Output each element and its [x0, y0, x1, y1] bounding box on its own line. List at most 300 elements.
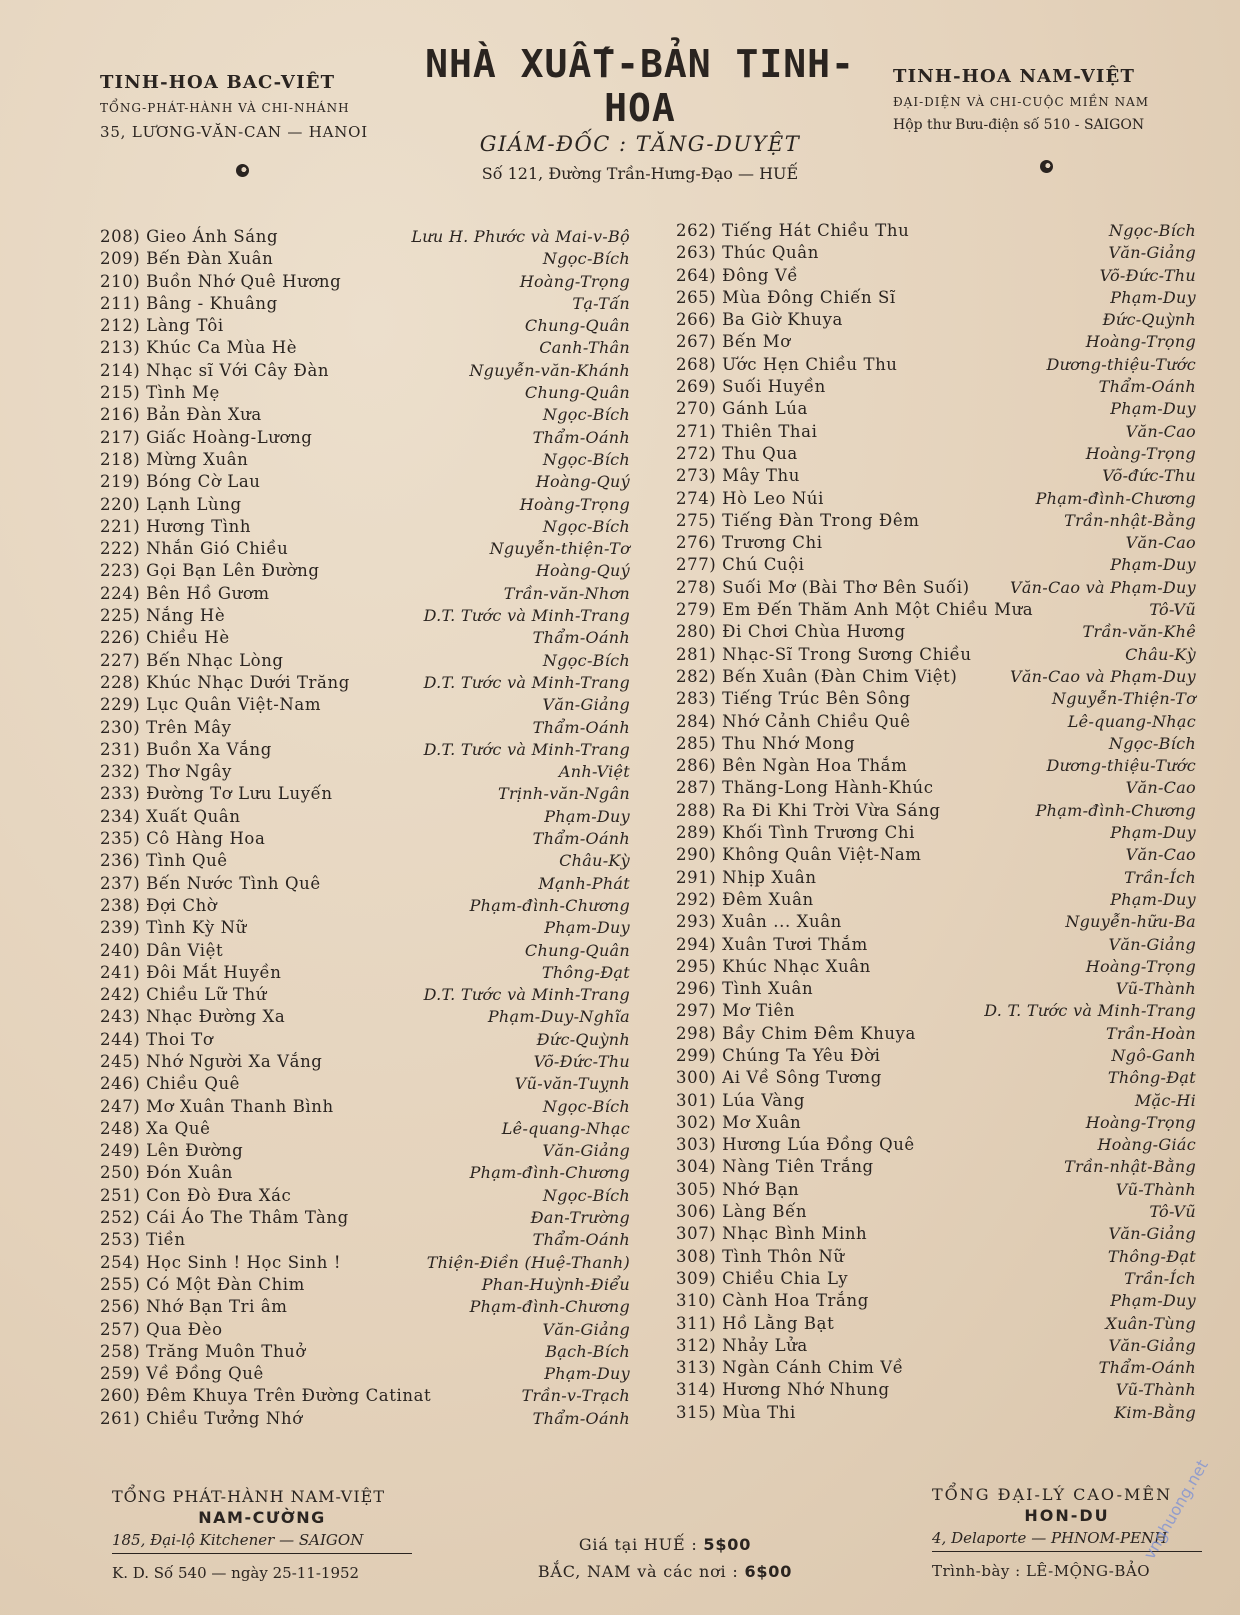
- song-author: Hoàng-Quý: [535, 472, 630, 492]
- price-hue: [510, 1531, 820, 1558]
- song-title: 232) Thơ Ngây: [100, 762, 232, 782]
- song-title: 302) Mơ Xuân: [676, 1112, 802, 1132]
- song-entry: [100, 450, 630, 472]
- price-other-label: BẮC, NAM và các nơi :: [537, 1562, 739, 1581]
- song-author: D.T. Tước và Minh-Trang: [423, 606, 630, 626]
- song-title: 283) Tiếng Trúc Bên Sông: [676, 689, 911, 709]
- publisher-address: Số 121, Đường Trần-Hưng-Đạo — HUẾ: [481, 164, 799, 183]
- song-title: 235) Cô Hàng Hoa: [100, 829, 266, 849]
- song-title: 233) Đường Tơ Lưu Luyến: [100, 784, 333, 804]
- song-entry: [676, 957, 1196, 979]
- song-author: Ngọc-Bích: [542, 405, 630, 425]
- song-author: Trần-Hoàn: [1106, 1023, 1196, 1043]
- song-entry: [676, 1024, 1196, 1046]
- song-author: Phan-Huỳnh-Điểu: [481, 1274, 630, 1294]
- song-author: Trần-nhật-Bằng: [1064, 1157, 1196, 1177]
- song-title: 279) Em Đến Thăm Anh Một Chiều Mưa: [676, 600, 1034, 620]
- song-entry: [100, 718, 630, 740]
- song-author: Phạm-đình-Chương: [469, 1163, 630, 1183]
- song-author: Lưu H. Phước và Mai-v-Bộ: [411, 227, 630, 246]
- song-author: Đức-Quỳnh: [1102, 310, 1196, 330]
- song-entry: [676, 868, 1196, 890]
- song-title: 217) Giấc Hoàng-Lương: [100, 427, 313, 447]
- song-title: 250) Đón Xuân: [100, 1163, 233, 1183]
- watermark: vnghuong.net: [1139, 1456, 1212, 1563]
- song-title: 228) Khúc Nhạc Dưới Trăng: [100, 672, 350, 692]
- song-author: Trần-văn-Nhơn: [503, 583, 630, 603]
- song-entry: [100, 361, 630, 383]
- song-author: Phạm-Duy: [1110, 287, 1196, 307]
- song-entry: [100, 740, 630, 762]
- song-entry: [676, 1135, 1196, 1157]
- song-author: Lê-quang-Nhạc: [501, 1118, 630, 1138]
- song-title: 255) Có Một Đàn Chim: [100, 1274, 305, 1294]
- song-author: Phạm-đình-Chương: [1035, 488, 1196, 508]
- song-author: Lê-quang-Nhạc: [1067, 711, 1196, 731]
- song-entry: [676, 1247, 1196, 1269]
- song-title: 309) Chiều Chia Ly: [676, 1268, 849, 1288]
- song-title: 271) Thiên Thai: [676, 421, 818, 441]
- license-number: K. D. Số 540 — ngày 25-11-1952: [112, 1564, 360, 1582]
- song-entry: [676, 667, 1196, 689]
- song-title: 269) Suối Huyền: [676, 377, 826, 397]
- song-entry: [100, 829, 630, 851]
- price-hue-value: 5$00: [703, 1535, 752, 1554]
- song-entry: [100, 1163, 630, 1185]
- song-author: Thông-Đạt: [1107, 1068, 1196, 1088]
- song-title: 237) Bến Nước Tình Quê: [100, 873, 321, 893]
- song-entry: [100, 1208, 630, 1230]
- song-title: 219) Bóng Cờ Lau: [100, 472, 261, 492]
- song-title: 278) Suối Mơ (Bài Thơ Bên Suối): [676, 577, 970, 597]
- song-title: 211) Bâng - Khuâng: [100, 293, 278, 313]
- song-title: 253) Tiền: [100, 1230, 186, 1250]
- song-entry: [100, 472, 630, 494]
- song-author: Phạm-Duy: [1110, 889, 1196, 909]
- song-title: 215) Tình Mẹ: [100, 383, 220, 403]
- song-entry: [100, 1141, 630, 1163]
- song-title: 263) Thúc Quân: [676, 243, 819, 263]
- song-author: Nguyễn-thiện-Tơ: [489, 539, 630, 559]
- song-author: Tô-Vũ: [1149, 600, 1196, 620]
- song-entry: [100, 1364, 630, 1386]
- song-title: 242) Chiều Lữ Thứ: [100, 985, 268, 1005]
- song-author: Ngọc-Bích: [1108, 221, 1196, 240]
- song-title: 276) Trương Chi: [676, 533, 823, 553]
- song-author: Vũ-văn-Tuỵnh: [514, 1074, 630, 1094]
- song-entry: [676, 377, 1196, 399]
- song-title: 261) Chiều Tưởng Nhớ: [100, 1408, 303, 1428]
- song-title: 308) Tình Thôn Nữ: [676, 1246, 845, 1266]
- song-title: 264) Đông Về: [676, 265, 799, 285]
- song-title: 251) Con Đò Đưa Xác: [100, 1185, 292, 1205]
- header-right-subtitle: ĐẠI-DIỆN VÀ CHI-CUỘC MIỀN NAM: [893, 95, 1150, 109]
- song-title: 274) Hò Leo Núi: [676, 488, 824, 508]
- song-title: 221) Hương Tình: [100, 516, 252, 536]
- song-title: 284) Nhớ Cảnh Chiều Quê: [676, 711, 911, 731]
- song-title: 267) Bến Mơ: [676, 332, 791, 352]
- song-author: Thẩm-Oánh: [532, 829, 630, 849]
- song-author: Châu-Kỳ: [1125, 644, 1196, 664]
- song-entry: [676, 1046, 1196, 1068]
- song-entry: [676, 890, 1196, 912]
- song-title: 275) Tiếng Đàn Trong Đêm: [676, 510, 920, 530]
- song-title: 304) Nàng Tiên Trắng: [676, 1157, 874, 1177]
- song-author: Hoàng-Trọng: [1085, 956, 1196, 976]
- song-entry: [100, 985, 630, 1007]
- song-author: Hoàng-Trọng: [1085, 443, 1196, 463]
- song-title: 234) Xuất Quân: [100, 806, 241, 826]
- song-title: 214) Nhạc sĩ Với Cây Đàn: [100, 360, 330, 380]
- song-title: 223) Gọi Bạn Lên Đường: [100, 561, 320, 581]
- song-author: Đức-Quỳnh: [536, 1029, 630, 1049]
- song-entry: [100, 1297, 630, 1319]
- price-hue-label: Giá tại HUẾ :: [578, 1535, 698, 1554]
- song-author: Chung-Quân: [524, 383, 630, 403]
- song-title: 225) Nắng Hè: [100, 606, 226, 626]
- song-entry: [100, 1386, 630, 1408]
- song-title: 208) Gieo Ánh Sáng: [100, 227, 279, 246]
- song-author: Tô-Vũ: [1149, 1202, 1196, 1222]
- song-entry: [676, 355, 1196, 377]
- song-entry: [676, 1068, 1196, 1090]
- distributor-heading: TỔNG PHÁT-HÀNH NAM-VIỆT: [112, 1487, 386, 1506]
- song-title: 289) Khối Tình Trương Chi: [676, 823, 915, 843]
- song-entry: [100, 963, 630, 985]
- song-entry: [676, 555, 1196, 577]
- song-title: 301) Lúa Vàng: [676, 1090, 806, 1110]
- song-author: Canh-Thân: [539, 338, 630, 358]
- song-author: Thông-Đạt: [541, 962, 630, 982]
- publisher-title: NHÀ XUẤT-BẢN TINH-HOA: [425, 42, 855, 130]
- song-entry: [676, 1224, 1196, 1246]
- song-author: Tạ-Tấn: [572, 293, 630, 313]
- song-author: Võ-Đức-Thu: [1099, 265, 1196, 285]
- song-title: 246) Chiều Quê: [100, 1074, 241, 1094]
- song-author: Võ-đức-Thu: [1102, 466, 1196, 486]
- song-author: Trần-Ích: [1124, 1268, 1196, 1288]
- song-title: 254) Học Sinh ! Học Sinh !: [100, 1252, 342, 1272]
- song-title: 241) Đôi Mắt Huyền: [100, 962, 282, 982]
- song-author: Trần-nhật-Bằng: [1064, 510, 1196, 530]
- song-author: Thẩm-Oánh: [1098, 1358, 1196, 1378]
- song-author: Nguyễn-hữu-Ba: [1065, 912, 1196, 932]
- song-entry: [676, 1180, 1196, 1202]
- song-entry: [100, 1052, 630, 1074]
- song-entry: [100, 918, 630, 940]
- song-entry: [100, 1119, 630, 1141]
- song-entry: [100, 1320, 630, 1342]
- song-author: Văn-Giảng: [1108, 1335, 1196, 1355]
- song-entry: [676, 712, 1196, 734]
- song-title: 273) Mây Thu: [676, 466, 800, 486]
- song-title: 248) Xa Quê: [100, 1118, 211, 1138]
- song-entry: [676, 221, 1196, 243]
- song-entry: [100, 227, 630, 249]
- song-author: Thẩm-Oánh: [1098, 377, 1196, 397]
- song-entry: [676, 489, 1196, 511]
- song-author: Mặc-Hi: [1134, 1090, 1196, 1110]
- song-entry: [676, 823, 1196, 845]
- song-entry: [100, 1342, 630, 1364]
- song-title: 272) Thu Qua: [676, 443, 798, 463]
- song-entry: [100, 561, 630, 583]
- agent-heading: TỔNG ĐẠI-LÝ CAO-MÊN: [932, 1485, 1173, 1504]
- song-entry: [676, 422, 1196, 444]
- song-entry: [100, 1030, 630, 1052]
- song-entry: [676, 1358, 1196, 1380]
- distributor-address: 185, Đại-lộ Kitchener — SAIGON: [112, 1531, 412, 1554]
- song-title: 287) Thăng-Long Hành-Khúc: [676, 778, 934, 798]
- song-author: Nguyễn-Thiện-Tơ: [1051, 689, 1196, 709]
- song-title: 257) Qua Đèo: [100, 1319, 223, 1339]
- moon-ornament-icon: [236, 164, 249, 177]
- song-author: Phạm-Duy: [1110, 823, 1196, 843]
- song-title: 270) Gánh Lúa: [676, 399, 808, 419]
- song-entry: [676, 734, 1196, 756]
- moon-ornament-icon: [1040, 160, 1053, 173]
- song-author: Anh-Việt: [558, 762, 630, 782]
- song-title: 306) Làng Bến: [676, 1202, 808, 1222]
- price-other-value: 6$00: [744, 1562, 793, 1581]
- header-right-address: Hộp thư Bưu-điện số 510 - SAIGON: [893, 117, 1145, 133]
- song-entry: [676, 578, 1196, 600]
- song-title: 238) Đợi Chờ: [100, 895, 218, 915]
- song-title: 230) Trên Mây: [100, 717, 232, 737]
- song-entry: [676, 399, 1196, 421]
- song-author: Ngô-Ganh: [1111, 1045, 1196, 1065]
- song-entry: [100, 1097, 630, 1119]
- song-title: 288) Ra Đi Khi Trời Vừa Sáng: [676, 800, 941, 820]
- song-entry: [100, 1253, 630, 1275]
- song-author: Phạm-Duy-Nghĩa: [487, 1007, 630, 1027]
- song-title: 243) Nhạc Đường Xa: [100, 1007, 286, 1027]
- header-left: [100, 72, 400, 141]
- song-title: 245) Nhớ Người Xa Vắng: [100, 1051, 323, 1071]
- song-title: 296) Tình Xuân: [676, 979, 814, 999]
- song-entry: [100, 874, 630, 896]
- song-entry: [676, 1380, 1196, 1402]
- price-other: [510, 1558, 820, 1585]
- song-title: 299) Chúng Ta Yêu Đời: [676, 1045, 881, 1065]
- song-entry: [676, 1403, 1196, 1425]
- distributor-name: NAM-CƯỜNG: [198, 1508, 326, 1527]
- song-entry: [100, 651, 630, 673]
- song-author: Hoàng-Giác: [1097, 1135, 1196, 1155]
- song-entry: [676, 1336, 1196, 1358]
- song-entry: [100, 1186, 630, 1208]
- song-title: 268) Ước Hẹn Chiều Thu: [676, 354, 898, 374]
- song-author: Hoàng-Trọng: [519, 494, 630, 514]
- song-title: 280) Đi Chơi Chùa Hương: [676, 622, 906, 642]
- song-title: 256) Nhớ Bạn Tri âm: [100, 1297, 288, 1317]
- song-author: Phạm-đình-Chương: [1035, 800, 1196, 820]
- song-author: Phạm-Duy: [1110, 555, 1196, 575]
- song-author: Hoàng-Trọng: [1085, 1112, 1196, 1132]
- song-title: 311) Hồ Lằng Bạt: [676, 1313, 835, 1333]
- song-author: Thẩm-Oánh: [532, 628, 630, 648]
- song-entry: [676, 689, 1196, 711]
- song-entry: [100, 807, 630, 829]
- song-entry: [100, 249, 630, 271]
- song-entry: [676, 288, 1196, 310]
- song-entry: [676, 600, 1196, 622]
- song-title: 236) Tình Quê: [100, 851, 228, 871]
- song-entry: [676, 533, 1196, 555]
- song-author: Ngọc-Bích: [542, 650, 630, 670]
- song-entry: [676, 1001, 1196, 1023]
- song-title: 265) Mùa Đông Chiến Sĩ: [676, 287, 896, 307]
- song-entry: [676, 935, 1196, 957]
- song-author: Bạch-Bích: [545, 1341, 630, 1361]
- song-title: 294) Xuân Tươi Thắm: [676, 934, 868, 954]
- song-title: 292) Đêm Xuân: [676, 889, 814, 909]
- song-entry: [100, 495, 630, 517]
- song-entry: [676, 756, 1196, 778]
- song-author: Văn-Giảng: [542, 1319, 630, 1339]
- song-entry: [676, 622, 1196, 644]
- song-entry: [676, 645, 1196, 667]
- song-entry: [100, 673, 630, 695]
- song-title: 307) Nhạc Bình Minh: [676, 1224, 868, 1244]
- song-title: 209) Bến Đàn Xuân: [100, 249, 274, 269]
- song-author: D.T. Tước và Minh-Trang: [423, 672, 630, 692]
- song-author: Thẩm-Oánh: [532, 717, 630, 737]
- song-author: Vũ-Thành: [1115, 1380, 1196, 1400]
- song-author: D.T. Tước và Minh-Trang: [423, 739, 630, 759]
- song-title: 213) Khúc Ca Mùa Hè: [100, 338, 298, 358]
- footer-prices: [510, 1531, 820, 1585]
- song-title: 231) Buồn Xa Vắng: [100, 739, 272, 759]
- song-title: 218) Mừng Xuân: [100, 449, 249, 469]
- song-title: 220) Lạnh Lùng: [100, 494, 242, 514]
- song-author: Hoàng-Quý: [535, 561, 630, 581]
- song-entry: [100, 405, 630, 427]
- song-title: 224) Bên Hồ Gươm: [100, 583, 270, 603]
- song-entry: [100, 851, 630, 873]
- song-entry: [100, 1409, 630, 1431]
- song-author: Vũ-Thành: [1115, 1179, 1196, 1199]
- song-entry: [676, 801, 1196, 823]
- song-title: 285) Thu Nhớ Mong: [676, 733, 856, 753]
- song-title: 259) Về Đồng Quê: [100, 1364, 264, 1384]
- song-author: Kim-Bằng: [1114, 1402, 1196, 1422]
- song-entry: [676, 243, 1196, 265]
- song-entry: [676, 466, 1196, 488]
- designer-credit: Trình-bày : LÊ-MỘNG-BẢO: [932, 1562, 1150, 1580]
- footer-distributor: [112, 1487, 412, 1582]
- song-title: 312) Nhảy Lửa: [676, 1335, 808, 1355]
- song-author: Trần-Ích: [1124, 867, 1196, 887]
- song-title: 303) Hương Lúa Đồng Quê: [676, 1135, 915, 1155]
- song-author: Dương-thiệu-Tước: [1046, 354, 1196, 374]
- song-entry: [676, 1269, 1196, 1291]
- song-entry: [100, 1074, 630, 1096]
- song-author: Võ-Đức-Thu: [533, 1051, 630, 1071]
- song-author: Nguyễn-văn-Khánh: [469, 360, 630, 380]
- song-title: 314) Hương Nhớ Nhung: [676, 1380, 890, 1400]
- song-author: D.T. Tước và Minh-Trang: [423, 985, 630, 1005]
- song-author: Văn-Cao: [1125, 845, 1196, 865]
- agent-address: 4, Delaporte — PHNOM-PENH: [932, 1529, 1202, 1552]
- song-title: 216) Bản Đàn Xưa: [100, 405, 262, 425]
- song-author: Ngọc-Bích: [542, 1096, 630, 1116]
- song-author: Ngọc-Bích: [1108, 733, 1196, 753]
- song-author: Trần-văn-Khê: [1082, 622, 1196, 642]
- song-entry: [100, 272, 630, 294]
- song-entry: [676, 332, 1196, 354]
- song-author: Văn-Giảng: [1108, 934, 1196, 954]
- song-author: Hoàng-Trọng: [1085, 332, 1196, 352]
- song-title: 260) Đêm Khuya Trên Đường Catinat: [100, 1386, 432, 1406]
- song-title: 210) Buồn Nhớ Quê Hương: [100, 271, 342, 291]
- song-entry: [676, 912, 1196, 934]
- song-author: Thẩm-Oánh: [532, 1408, 630, 1428]
- song-entry: [676, 845, 1196, 867]
- song-author: Trịnh-văn-Ngân: [497, 784, 630, 804]
- song-title: 262) Tiếng Hát Chiều Thu: [676, 221, 910, 240]
- song-author: Phạm-đình-Chương: [469, 1297, 630, 1317]
- song-entry: [100, 539, 630, 561]
- song-author: Châu-Kỳ: [559, 851, 630, 871]
- song-author: Thiện-Điền (Huệ-Thanh): [426, 1252, 630, 1272]
- song-author: Văn-Giảng: [542, 1141, 630, 1161]
- song-author: Ngọc-Bích: [542, 516, 630, 536]
- header-right-title: TINH-HOA NAM-VIỆT: [893, 66, 1136, 87]
- song-title: 297) Mơ Tiên: [676, 1001, 796, 1021]
- song-title: 281) Nhạc-Sĩ Trong Sương Chiều: [676, 644, 972, 664]
- song-entry: [100, 784, 630, 806]
- song-entry: [100, 762, 630, 784]
- song-title: 222) Nhắn Gió Chiều: [100, 539, 289, 559]
- song-entry: [100, 383, 630, 405]
- song-title: 212) Làng Tôi: [100, 316, 224, 336]
- song-entry: [100, 1230, 630, 1252]
- song-title: 293) Xuân ... Xuân: [676, 912, 842, 932]
- song-entry: [676, 310, 1196, 332]
- song-author: Vũ-Thành: [1115, 979, 1196, 999]
- song-entry: [676, 979, 1196, 1001]
- song-author: Văn-Cao: [1125, 778, 1196, 798]
- song-entry: [676, 1091, 1196, 1113]
- publisher-director: GIÁM-ĐỐC : TĂNG-DUYỆT: [479, 132, 801, 156]
- header-left-title: TINH-HOA BAC-VIÊT: [100, 72, 336, 93]
- song-author: Ngọc-Bích: [542, 249, 630, 269]
- song-title: 247) Mơ Xuân Thanh Bình: [100, 1096, 334, 1116]
- song-author: Chung-Quân: [524, 940, 630, 960]
- song-author: Văn-Cao: [1125, 533, 1196, 553]
- song-entry: [100, 896, 630, 918]
- song-title: 305) Nhớ Bạn: [676, 1179, 800, 1199]
- song-entry: [100, 606, 630, 628]
- song-entry: [100, 294, 630, 316]
- song-entry: [676, 1314, 1196, 1336]
- song-author: Văn-Cao và Phạm-Duy: [1009, 666, 1196, 686]
- song-entry: [676, 444, 1196, 466]
- song-author: Phạm-Duy: [544, 918, 630, 938]
- song-title: 315) Mùa Thi: [676, 1402, 796, 1422]
- song-author: Phạm-Duy: [1110, 399, 1196, 419]
- song-author: Chung-Quân: [524, 316, 630, 336]
- song-author: D. T. Tước và Minh-Trang: [984, 1001, 1196, 1021]
- song-entry: [100, 517, 630, 539]
- song-title: 290) Không Quân Việt-Nam: [676, 845, 922, 865]
- song-entry: [100, 584, 630, 606]
- song-author: Văn-Cao và Phạm-Duy: [1009, 577, 1196, 597]
- song-author: Phạm-Duy: [544, 1364, 630, 1384]
- song-entry: [100, 428, 630, 450]
- song-author: Phạm-Duy: [1110, 1291, 1196, 1311]
